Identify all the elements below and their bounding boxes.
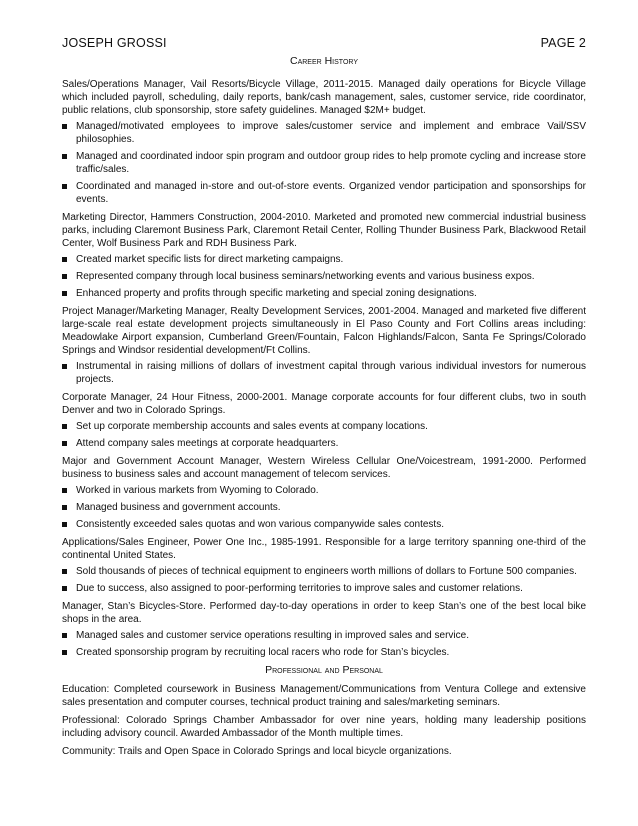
professional-personal-list [62,683,586,758]
job-description: Corporate Manager, 24 Hour Fitness, 2000-2001. Manage corporate accounts for four different clubs, two in south Denver and two in Colorado Springs. [62,392,586,416]
square-bullet-icon [62,274,67,279]
job-description: Manager, Stan’s Bicycles-Store. Performed day-to-day operations in order to keep Stan’s one of the best local bike shops in the area. [62,601,586,625]
square-bullet-icon [62,154,67,159]
job-bullet-list [62,420,586,450]
square-bullet-icon [62,364,67,369]
career-history-heading: Career History [289,55,358,67]
job-bullet-list [62,253,586,300]
job-bullet-text: Managed/motivated employees to improve sales/customer service and implement and embrace Vail/SSV philosophies. [76,121,586,145]
job-entry [62,536,586,595]
job-bullet-text: Set up corporate membership accounts and sales events at company locations. [76,421,428,432]
square-bullet-icon [62,586,67,591]
job-bullet-text: Attend company sales meetings at corporate headquarters. [76,438,339,449]
job-bullet-list [62,484,586,531]
square-bullet-icon [62,505,67,510]
personal-paragraph: Professional: Colorado Springs Chamber Ambassador for over nine years, holding many leadership positions including advisory council. Awarded Ambassador of the Month multiple times. [62,715,586,739]
job-entry [62,391,586,450]
square-bullet-icon [62,522,67,527]
job-bullet-item [62,565,586,578]
professional-personal-heading: Professional and Personal [265,664,383,676]
job-entry [62,211,586,300]
job-bullet-item [62,180,586,206]
personal-paragraph: Education: Completed coursework in Business Management/Communications from Ventura College and extensive sales presentation and computer courses, technical product training and sales/marketing seminars. [62,684,586,708]
job-bullet-text: Coordinated and managed in-store and out-of-store events. Organized vendor participation and sponsorships for events. [76,181,586,205]
square-bullet-icon [62,291,67,296]
job-bullet-text: Managed and coordinated indoor spin program and outdoor group rides to help promote cycling and increase store traffic/sales. [76,151,586,175]
job-bullet-item [62,646,586,659]
job-bullet-item [62,120,586,146]
job-bullet-item [62,484,586,497]
job-description: Applications/Sales Engineer, Power One Inc., 1985-1991. Responsible for a large territory spanning one-third of the continental United States. [62,537,586,561]
job-bullet-item [62,270,586,283]
job-bullet-item [62,150,586,176]
job-bullet-text: Managed business and government accounts. [76,502,281,513]
job-bullet-list [62,120,586,206]
job-bullet-item [62,629,586,642]
resume-page [62,36,586,763]
job-bullet-item [62,582,586,595]
job-bullet-item [62,437,586,450]
square-bullet-icon [62,184,67,189]
square-bullet-icon [62,124,67,129]
job-bullet-text: Created sponsorship program by recruiting local racers who rode for Stan’s bicycles. [76,647,450,658]
job-entry [62,600,586,659]
square-bullet-icon [62,650,67,655]
job-bullet-text: Created market specific lists for direct marketing campaigns. [76,254,344,265]
personal-paragraph: Community: Trails and Open Space in Colorado Springs and local bicycle organizations. [62,746,452,757]
job-bullet-item [62,253,586,266]
job-bullet-text: Managed sales and customer service operations resulting in improved sales and service. [76,630,469,641]
square-bullet-icon [62,569,67,574]
job-bullet-text: Consistently exceeded sales quotas and won various companywide sales contests. [76,519,444,530]
career-history-list [62,78,586,659]
square-bullet-icon [62,488,67,493]
job-bullet-text: Sold thousands of pieces of technical equipment to engineers worth millions of dollars to Fortune 500 companies. [76,566,577,577]
job-bullet-item [62,501,586,514]
square-bullet-icon [62,441,67,446]
job-description: Marketing Director, Hammers Construction, 2004-2010. Marketed and promoted new commercial industrial business parks, including Claremont Business Park, Claremont Retail Center, Rolling Thunder Business Park, Blackwood Retail Center, Wolf Business Park and RDH Business Park. [62,212,586,249]
square-bullet-icon [62,424,67,429]
job-description: Project Manager/Marketing Manager, Realty Development Services, 2001-2004. Managed and marketed five different large-scale real estate development projects simultaneously in El Paso County and Fort Collins areas including: Meadowlake Airport expansion, Cumberland Green/Fountain, Falcon Highlands/Falcon, Santa Fe Springs/Colorado Springs and Windsor residential development/Ft Collins. [62,306,586,356]
square-bullet-icon [62,257,67,262]
job-entry [62,455,586,531]
square-bullet-icon [62,633,67,638]
header-name: JOSEPH GROSSI [62,36,167,50]
job-bullet-item [62,360,586,386]
job-bullet-list [62,360,586,386]
job-bullet-text: Worked in various markets from Wyoming to Colorado. [76,485,319,496]
job-bullet-item [62,420,586,433]
header-page-number: PAGE 2 [540,36,586,50]
job-bullet-text: Enhanced property and profits through specific marketing and special zoning designations. [76,288,477,299]
job-description: Sales/Operations Manager, Vail Resorts/Bicycle Village, 2011-2015. Managed daily operations for Bicycle Village which included payroll, scheduling, daily reports, bank/cash management, sales, customer service, ride coordinator, public relations, club sponsorship, store safety guidelines. Managed $2M+ budget. [62,79,586,116]
job-entry [62,78,586,206]
job-entry [62,305,586,386]
job-bullet-text: Due to success, also assigned to poor-performing territories to improve sales and customer relations. [76,583,523,594]
job-bullet-item [62,287,586,300]
job-bullet-text: Represented company through local business seminars/networking events and various business expos. [76,271,535,282]
job-bullet-list [62,629,586,659]
job-bullet-list [62,565,586,595]
job-bullet-item [62,518,586,531]
page-header [62,36,586,51]
job-bullet-text: Instrumental in raising millions of dollars of investment capital through various individual investors for numerous projects. [76,361,586,385]
job-description: Major and Government Account Manager, Western Wireless Cellular One/Voicestream, 1991-2000. Performed business to business sales and account management of telecom services. [62,456,586,480]
